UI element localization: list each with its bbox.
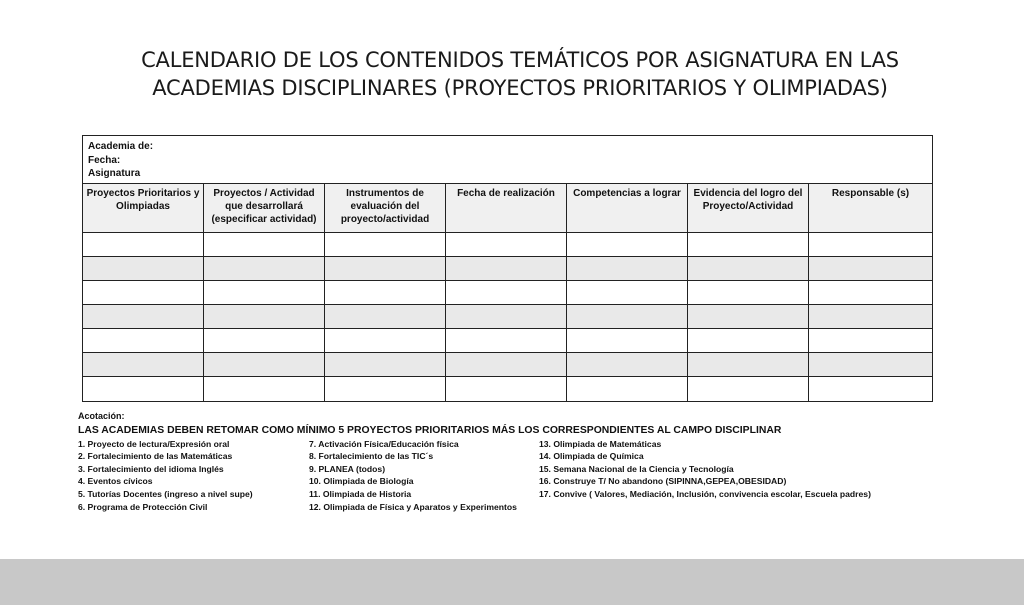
column-header: Competencias a lograr xyxy=(567,184,688,233)
table-cell[interactable] xyxy=(688,305,809,329)
list-item: 5. Tutorías Docentes (ingreso a nivel supe) xyxy=(78,488,253,499)
column-header: Evidencia del logro del Proyecto/Actividad xyxy=(688,184,809,233)
table-cell[interactable] xyxy=(83,233,204,257)
table-cell[interactable] xyxy=(809,257,932,281)
academia-field[interactable]: Academia de: xyxy=(88,141,154,152)
table-cell[interactable] xyxy=(446,281,567,305)
page-title xyxy=(112,46,928,102)
table-cell[interactable] xyxy=(446,377,567,401)
table-cell[interactable] xyxy=(204,377,325,401)
list-item: 10. Olimpiada de Biología xyxy=(309,476,414,487)
project-list xyxy=(78,438,958,518)
table-cell[interactable] xyxy=(567,281,688,305)
table-cell[interactable] xyxy=(446,305,567,329)
table-cell[interactable] xyxy=(567,233,688,257)
table-cell[interactable] xyxy=(809,233,932,257)
list-item: 17. Convive ( Valores, Mediación, Inclusión, convivencia escolar, Escuela padres) xyxy=(539,488,871,499)
table-cell[interactable] xyxy=(446,257,567,281)
table-grid xyxy=(83,184,932,233)
title-line-2: ACADEMIAS DISCIPLINARES (PROYECTOS PRIORITARIOS Y OLIMPIADAS) xyxy=(152,76,888,100)
table-cell[interactable] xyxy=(204,233,325,257)
fecha-field[interactable]: Fecha: xyxy=(88,154,121,166)
table-cell[interactable] xyxy=(688,329,809,353)
title-line-1: CALENDARIO DE LOS CONTENIDOS TEMÁTICOS POR ASIGNATURA EN LAS xyxy=(141,48,899,72)
table-cell[interactable] xyxy=(325,281,446,305)
list-item: 8. Fortalecimiento de las TIC´s xyxy=(309,451,434,462)
table-cell[interactable] xyxy=(325,305,446,329)
table-cell[interactable] xyxy=(325,377,446,401)
project-list-column-2 xyxy=(309,438,517,514)
table-cell[interactable] xyxy=(325,329,446,353)
table-cell[interactable] xyxy=(446,233,567,257)
table-cell[interactable] xyxy=(809,305,932,329)
table-cell[interactable] xyxy=(83,329,204,353)
table-cell[interactable] xyxy=(567,353,688,377)
table-cell[interactable] xyxy=(204,281,325,305)
list-item: 3. Fortalecimiento del idioma Inglés xyxy=(78,463,224,474)
table-cell[interactable] xyxy=(809,281,932,305)
table-cell[interactable] xyxy=(567,329,688,353)
form-header xyxy=(83,136,932,184)
table-cell[interactable] xyxy=(325,353,446,377)
list-item: 11. Olimpiada de Historia xyxy=(309,488,412,499)
table-cell[interactable] xyxy=(204,257,325,281)
table-body xyxy=(83,233,932,401)
table-cell[interactable] xyxy=(567,257,688,281)
table-cell[interactable] xyxy=(83,377,204,401)
table-cell[interactable] xyxy=(204,305,325,329)
column-header: Proyectos Prioritarios y Olimpiadas xyxy=(83,184,204,233)
footer-bar xyxy=(0,559,1024,605)
table-cell[interactable] xyxy=(688,377,809,401)
table-cell[interactable] xyxy=(83,281,204,305)
notes-label: Acotación: xyxy=(78,411,125,421)
column-header: Instrumentos de evaluación del proyecto/actividad xyxy=(325,184,446,233)
list-item: 13. Olimpiada de Matemáticas xyxy=(539,438,662,449)
table-cell[interactable] xyxy=(688,353,809,377)
table-cell[interactable] xyxy=(809,377,932,401)
list-item: 6. Programa de Protección Civil xyxy=(78,501,208,512)
list-item: 4. Eventos cívicos xyxy=(78,476,153,487)
list-item: 9. PLANEA (todos) xyxy=(309,463,386,474)
column-header: Fecha de realización xyxy=(446,184,567,233)
table-cell[interactable] xyxy=(567,305,688,329)
table-cell[interactable] xyxy=(83,353,204,377)
project-list-column-1 xyxy=(78,438,253,514)
table-cell[interactable] xyxy=(688,257,809,281)
table-cell[interactable] xyxy=(325,257,446,281)
list-item: 12. Olimpiada de Física y Aparatos y Experimentos xyxy=(309,501,517,512)
table-cell[interactable] xyxy=(809,329,932,353)
table-cell[interactable] xyxy=(83,305,204,329)
calendar-table xyxy=(82,135,933,402)
notes-heading: LAS ACADEMIAS DEBEN RETOMAR COMO MÍNIMO 5 PROYECTOS PRIORITARIOS MÁS LOS CORRESPONDIENTES AL CAMPO DISCIPLINAR xyxy=(78,424,782,436)
list-item: 14. Olimpiada de Química xyxy=(539,451,644,462)
table-cell[interactable] xyxy=(446,329,567,353)
list-item: 16. Construye T/ No abandono (SIPINNA,GEPEA,OBESIDAD) xyxy=(539,476,787,487)
list-item: 2. Fortalecimiento de las Matemáticas xyxy=(78,451,233,462)
list-item: 15. Semana Nacional de la Ciencia y Tecnología xyxy=(539,463,734,474)
column-header: Proyectos / Actividad que desarrollará (especificar actividad) xyxy=(204,184,325,233)
table-cell[interactable] xyxy=(204,353,325,377)
table-cell[interactable] xyxy=(325,233,446,257)
list-item: 7. Activación Física/Educación física xyxy=(309,438,459,449)
project-list-column-3 xyxy=(539,438,871,501)
table-cell[interactable] xyxy=(446,353,567,377)
table-cell[interactable] xyxy=(688,233,809,257)
table-cell[interactable] xyxy=(83,257,204,281)
notes-section xyxy=(78,410,958,518)
table-cell[interactable] xyxy=(688,281,809,305)
list-item: 1. Proyecto de lectura/Expresión oral xyxy=(78,438,230,449)
table-cell[interactable] xyxy=(204,329,325,353)
column-header: Responsable (s) xyxy=(809,184,932,233)
table-cell[interactable] xyxy=(567,377,688,401)
table-cell[interactable] xyxy=(809,353,932,377)
asignatura-field[interactable]: Asignatura xyxy=(88,168,141,179)
